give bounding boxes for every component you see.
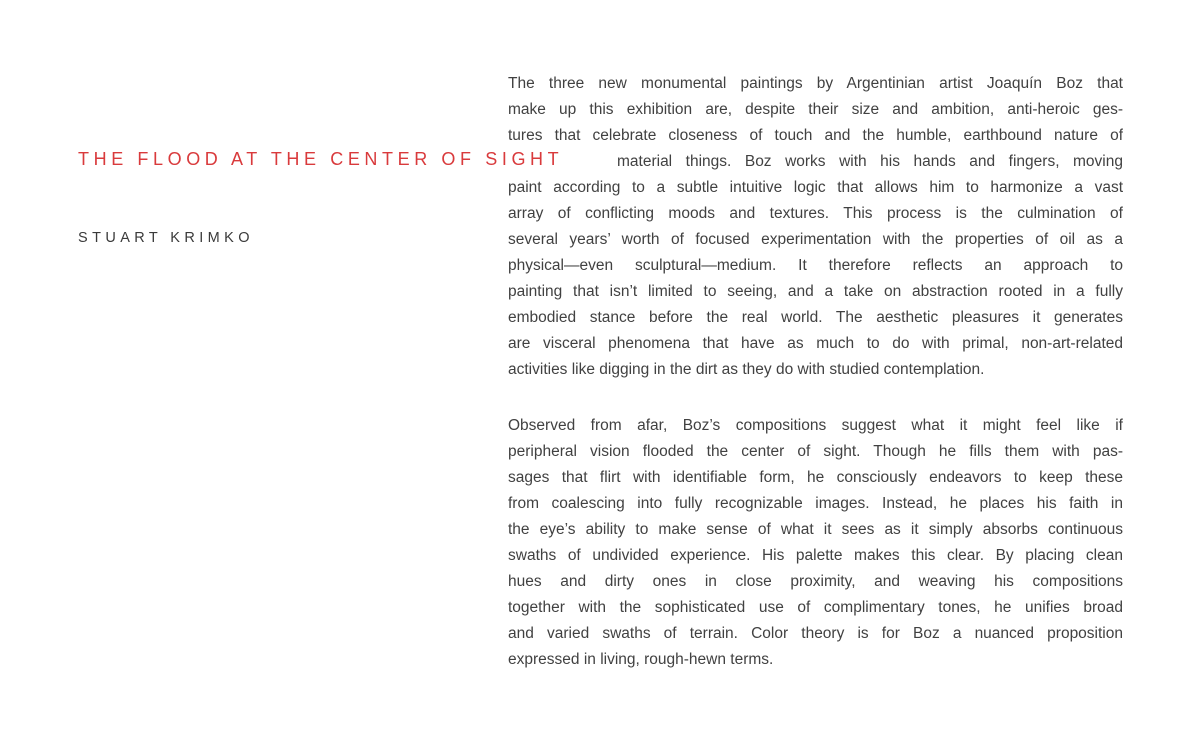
page-title: THE FLOOD AT THE CENTER OF SIGHT	[78, 149, 564, 169]
text-line: make up this exhibition are, despite their size and ambition, anti-heroic ges-	[508, 101, 1123, 118]
text-line: paint according to a subtle intuitive logic that allows him to harmonize a vast	[508, 179, 1123, 196]
text-line: hues and dirty ones in close proximity, and weaving his compositions	[508, 573, 1123, 590]
text-line: activities like digging in the dirt as they do with studied contemplation.	[508, 361, 985, 378]
text-line: from coalescing into fully recognizable images. Instead, he places his faith in	[508, 495, 1123, 512]
text-line: expressed in living, rough-hewn terms.	[508, 651, 774, 668]
essay-body	[508, 71, 1123, 673]
author-name: STUART KRIMKO	[78, 230, 254, 246]
text-line: peripheral vision flooded the center of sight. Though he fills them with pas-	[508, 443, 1123, 460]
text-line: Observed from afar, Boz’s compositions suggest what it might feel like if	[508, 417, 1123, 434]
text-line: together with the sophisticated use of complimentary tones, he unifies broad	[508, 599, 1123, 616]
text-line: several years’ worth of focused experimentation with the properties of oil as a	[508, 231, 1123, 248]
text-line: the eye’s ability to make sense of what it sees as it simply absorbs continuous	[508, 521, 1123, 538]
text-line: physical—even sculptural—medium. It therefore reflects an approach to	[508, 257, 1123, 274]
text-line: material things. Boz works with his hands and fingers, moving	[617, 153, 1123, 170]
text-line: swaths of undivided experience. His palette makes this clear. By placing clean	[508, 547, 1123, 564]
text-line: sages that flirt with identifiable form, he consciously endeavors to keep these	[508, 469, 1123, 486]
essay-paragraph	[508, 71, 1123, 383]
text-line: tures that celebrate closeness of touch and the humble, earthbound nature of	[508, 127, 1123, 144]
text-line: The three new monumental paintings by Argentinian artist Joaquín Boz that	[508, 75, 1123, 92]
essay-paragraph	[508, 413, 1123, 673]
text-line: painting that isn’t limited to seeing, and a take on abstraction rooted in a fully	[508, 283, 1123, 300]
text-line: and varied swaths of terrain. Color theory is for Boz a nuanced proposition	[508, 625, 1123, 642]
text-line: are visceral phenomena that have as much to do with primal, non-art-related	[508, 335, 1123, 352]
text-line: array of conflicting moods and textures. This process is the culmination of	[508, 205, 1123, 222]
text-line: embodied stance before the real world. The aesthetic pleasures it generates	[508, 309, 1123, 326]
